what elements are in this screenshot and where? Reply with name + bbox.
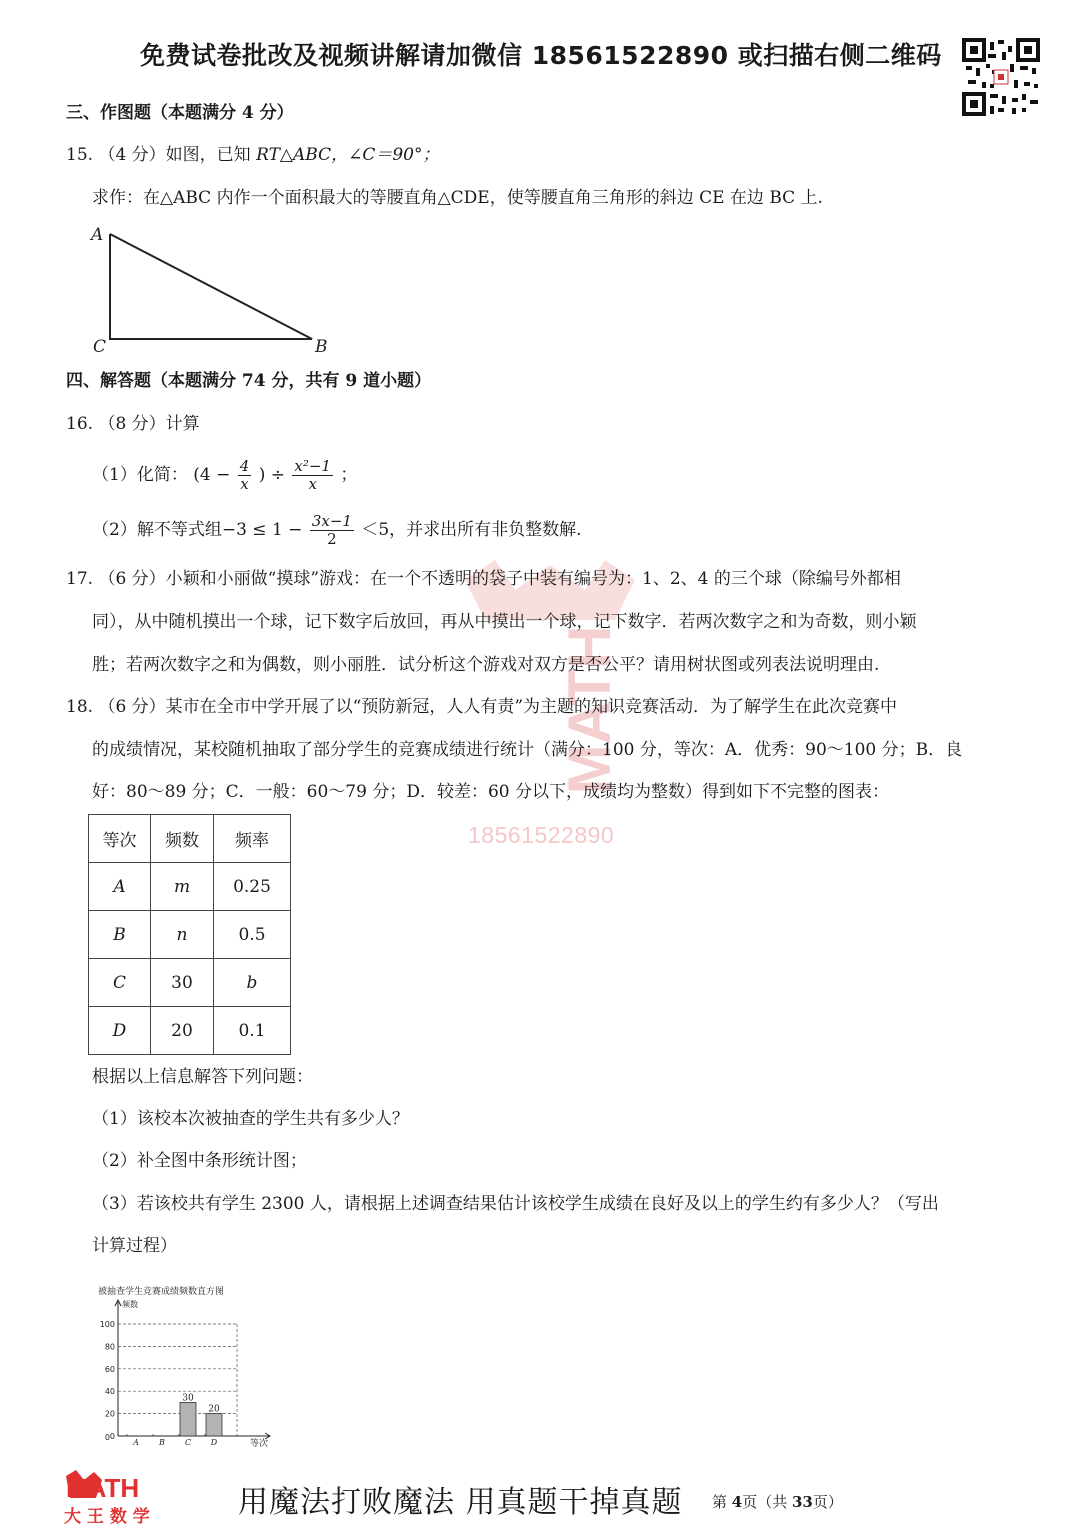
page-number	[712, 1491, 843, 1512]
watermark-logo	[455, 560, 645, 810]
q16-part2	[92, 510, 582, 550]
q15-stem	[66, 143, 439, 167]
q16-p1-frac1	[238, 458, 252, 493]
q17-line1-text: （6 分）小颖和小丽做“摸球”游戏：在一个不透明的袋子中装有编号为：1、2、4 的三个球（除编号外都相	[98, 569, 901, 589]
q16-p2-left: −3 ≤ 1 −	[221, 520, 303, 540]
x-tick-label-c: C	[184, 1438, 192, 1447]
table-cell: B	[89, 911, 151, 959]
q18-line2: 的成绩情况，某校随机抽取了部分学生的竞赛成绩进行统计（满分：100 分，等次：A．优秀：90～100 分；B．良	[92, 740, 963, 760]
q17-number: 17.	[66, 569, 94, 589]
page-pre: 第	[712, 1493, 732, 1511]
q16-p1-frac2-num: x²−1	[294, 457, 331, 475]
q16-p2-frac-den: 2	[327, 530, 337, 548]
page-mid: 页（共	[742, 1493, 792, 1511]
table-cell: D	[89, 1007, 151, 1055]
q16-p1-frac2-den: x	[308, 475, 317, 493]
y-tick-label: 20	[104, 1409, 115, 1419]
table-cell: 0.5	[214, 911, 291, 959]
footer-logo-bottom: 大 王 数 学	[64, 1507, 150, 1526]
table-cell: n	[151, 911, 214, 959]
table-cell: m	[151, 863, 214, 911]
q16-p1-label: （1）化简：	[92, 465, 188, 485]
y-tick-label: 40	[104, 1387, 115, 1397]
q16-p2-frac-num: 3x−1	[311, 512, 352, 530]
q16-p1-frac1-num: 4	[239, 457, 250, 475]
page-total: 33	[792, 1493, 813, 1511]
table-row	[89, 911, 291, 959]
q18-line1	[66, 695, 897, 719]
table-row	[89, 1007, 291, 1055]
section3-title: 三、作图题（本题满分 4 分）	[66, 103, 294, 123]
watermark-word: MATH	[556, 625, 623, 795]
table-cell: 20	[151, 1007, 214, 1055]
y-tick-label: 100	[99, 1320, 115, 1329]
page-current: 4	[731, 1493, 743, 1511]
table-header-cell: 等次	[89, 815, 151, 863]
q18-line1-text: （6 分）某市在全市中学开展了以“预防新冠，人人有责”为主题的知识竞赛活动．为了解学生在此次竞赛中	[98, 697, 898, 717]
q16-part1	[92, 455, 357, 495]
q15-number: 15.	[66, 145, 94, 165]
q16-p1-left: (4 −	[193, 465, 231, 485]
bar-d	[206, 1414, 222, 1436]
q18-sub2: （2）补全图中条形统计图；	[92, 1151, 307, 1171]
table-header-row	[89, 815, 291, 863]
table-cell: 30	[151, 959, 214, 1007]
q17-line3: 胜；若两次数字之和为偶数，则小丽胜．试分析这个游戏对双方是否公平？请用树状图或列表法说明理由.	[92, 655, 880, 675]
footer-logo	[62, 1470, 162, 1526]
section4-title: 四、解答题（本题满分 74 分，共有 9 道小题）	[66, 371, 432, 391]
frequency-bar-chart	[80, 1280, 280, 1455]
q16-p2-end: ＜5，并求出所有非负整数解.	[361, 520, 582, 540]
qr-code-icon[interactable]	[962, 38, 1040, 116]
watermark-phone: 18561522890	[468, 822, 615, 848]
page-post: 页）	[812, 1493, 843, 1511]
q15-given: RT△ABC，∠C＝90°；	[256, 145, 440, 165]
q18-number: 18.	[66, 697, 94, 717]
origin-label: 0	[104, 1433, 110, 1442]
q17-line1	[66, 567, 901, 591]
q16-p2-frac	[310, 513, 354, 548]
q15-task: 求作：在△ABC 内作一个面积最大的等腰直角△CDE，使等腰直角三角形的斜边 CE 在边 BC 上.	[92, 188, 823, 208]
q18-sub1: （1）该校本次被抽查的学生共有多少人？	[92, 1109, 409, 1129]
bar-label-c: 30	[182, 1393, 194, 1404]
q16-p1-frac2	[292, 458, 333, 493]
q16-intro-text: （8 分）计算	[98, 414, 200, 434]
x-tick-label-a: A	[133, 1438, 139, 1447]
q17-line2: 同），从中随机摸出一个球，记下数字后放回，再从中摸出一个球，记下数字．若两次数字之和为奇数，则小颖	[92, 612, 917, 632]
x-tick-label-b: B	[159, 1438, 165, 1447]
bar-label-d: 20	[208, 1404, 220, 1415]
bar-c	[180, 1402, 196, 1436]
q16-p1-mid: ) ÷	[258, 465, 285, 485]
q18-sub3-line2: 计算过程）	[92, 1236, 177, 1256]
table-cell: 0.1	[214, 1007, 291, 1055]
triangle-abc-figure	[86, 222, 336, 362]
table-cell: b	[214, 959, 291, 1007]
q15-score: （4 分）如图，已知	[98, 145, 257, 165]
y-tick-label: 0	[109, 1432, 115, 1441]
table-cell: C	[89, 959, 151, 1007]
x-tick-label-d: D	[210, 1438, 218, 1447]
q18-sub3-line1: （3）若该校共有学生 2300 人，请根据上述调查结果估计该校学生成绩在良好及以上的学生约有多少人？（写出	[92, 1194, 939, 1214]
y-tick-label: 60	[104, 1364, 115, 1374]
q16-p2-label: （2）解不等式组	[92, 520, 222, 540]
q16-number: 16.	[66, 414, 94, 434]
q18-line3: 好：80～89 分；C．一般：60～79 分；D．较差：60 分以下，成绩均为整数）得到如下不完整的图表：	[92, 782, 890, 802]
header-banner: 免费试卷批改及视频讲解请加微信 18561522890 或扫描右侧二维码	[140, 41, 942, 70]
grade-table	[88, 814, 291, 1055]
chart-title: 被抽查学生竞赛成绩频数直方图	[98, 1287, 225, 1297]
label-a: A	[91, 225, 104, 245]
footer-slogan: 用魔法打败魔法 用真题干掉真题	[238, 1485, 683, 1520]
table-header-cell: 频率	[214, 815, 291, 863]
chart-marks	[180, 1393, 222, 1436]
y-tick-label: 80	[104, 1342, 115, 1352]
table-header-cell: 频数	[151, 815, 214, 863]
table-row	[89, 863, 291, 911]
label-c: C	[93, 337, 107, 357]
q16-intro	[66, 412, 200, 436]
triangle-abc	[110, 234, 312, 339]
chart-xlabel: 等次	[250, 1439, 269, 1449]
q16-p1-frac1-den: x	[240, 475, 249, 493]
label-b: B	[315, 337, 328, 357]
chart-ylabel: 频数	[122, 1300, 138, 1309]
table-row	[89, 959, 291, 1007]
q18-prompt: 根据以上信息解答下列问题：	[92, 1067, 313, 1087]
q16-p1-end: ；	[340, 465, 358, 485]
table-cell: 0.25	[214, 863, 291, 911]
footer-logo-top: MATH	[66, 1473, 140, 1503]
table-cell: A	[89, 863, 151, 911]
